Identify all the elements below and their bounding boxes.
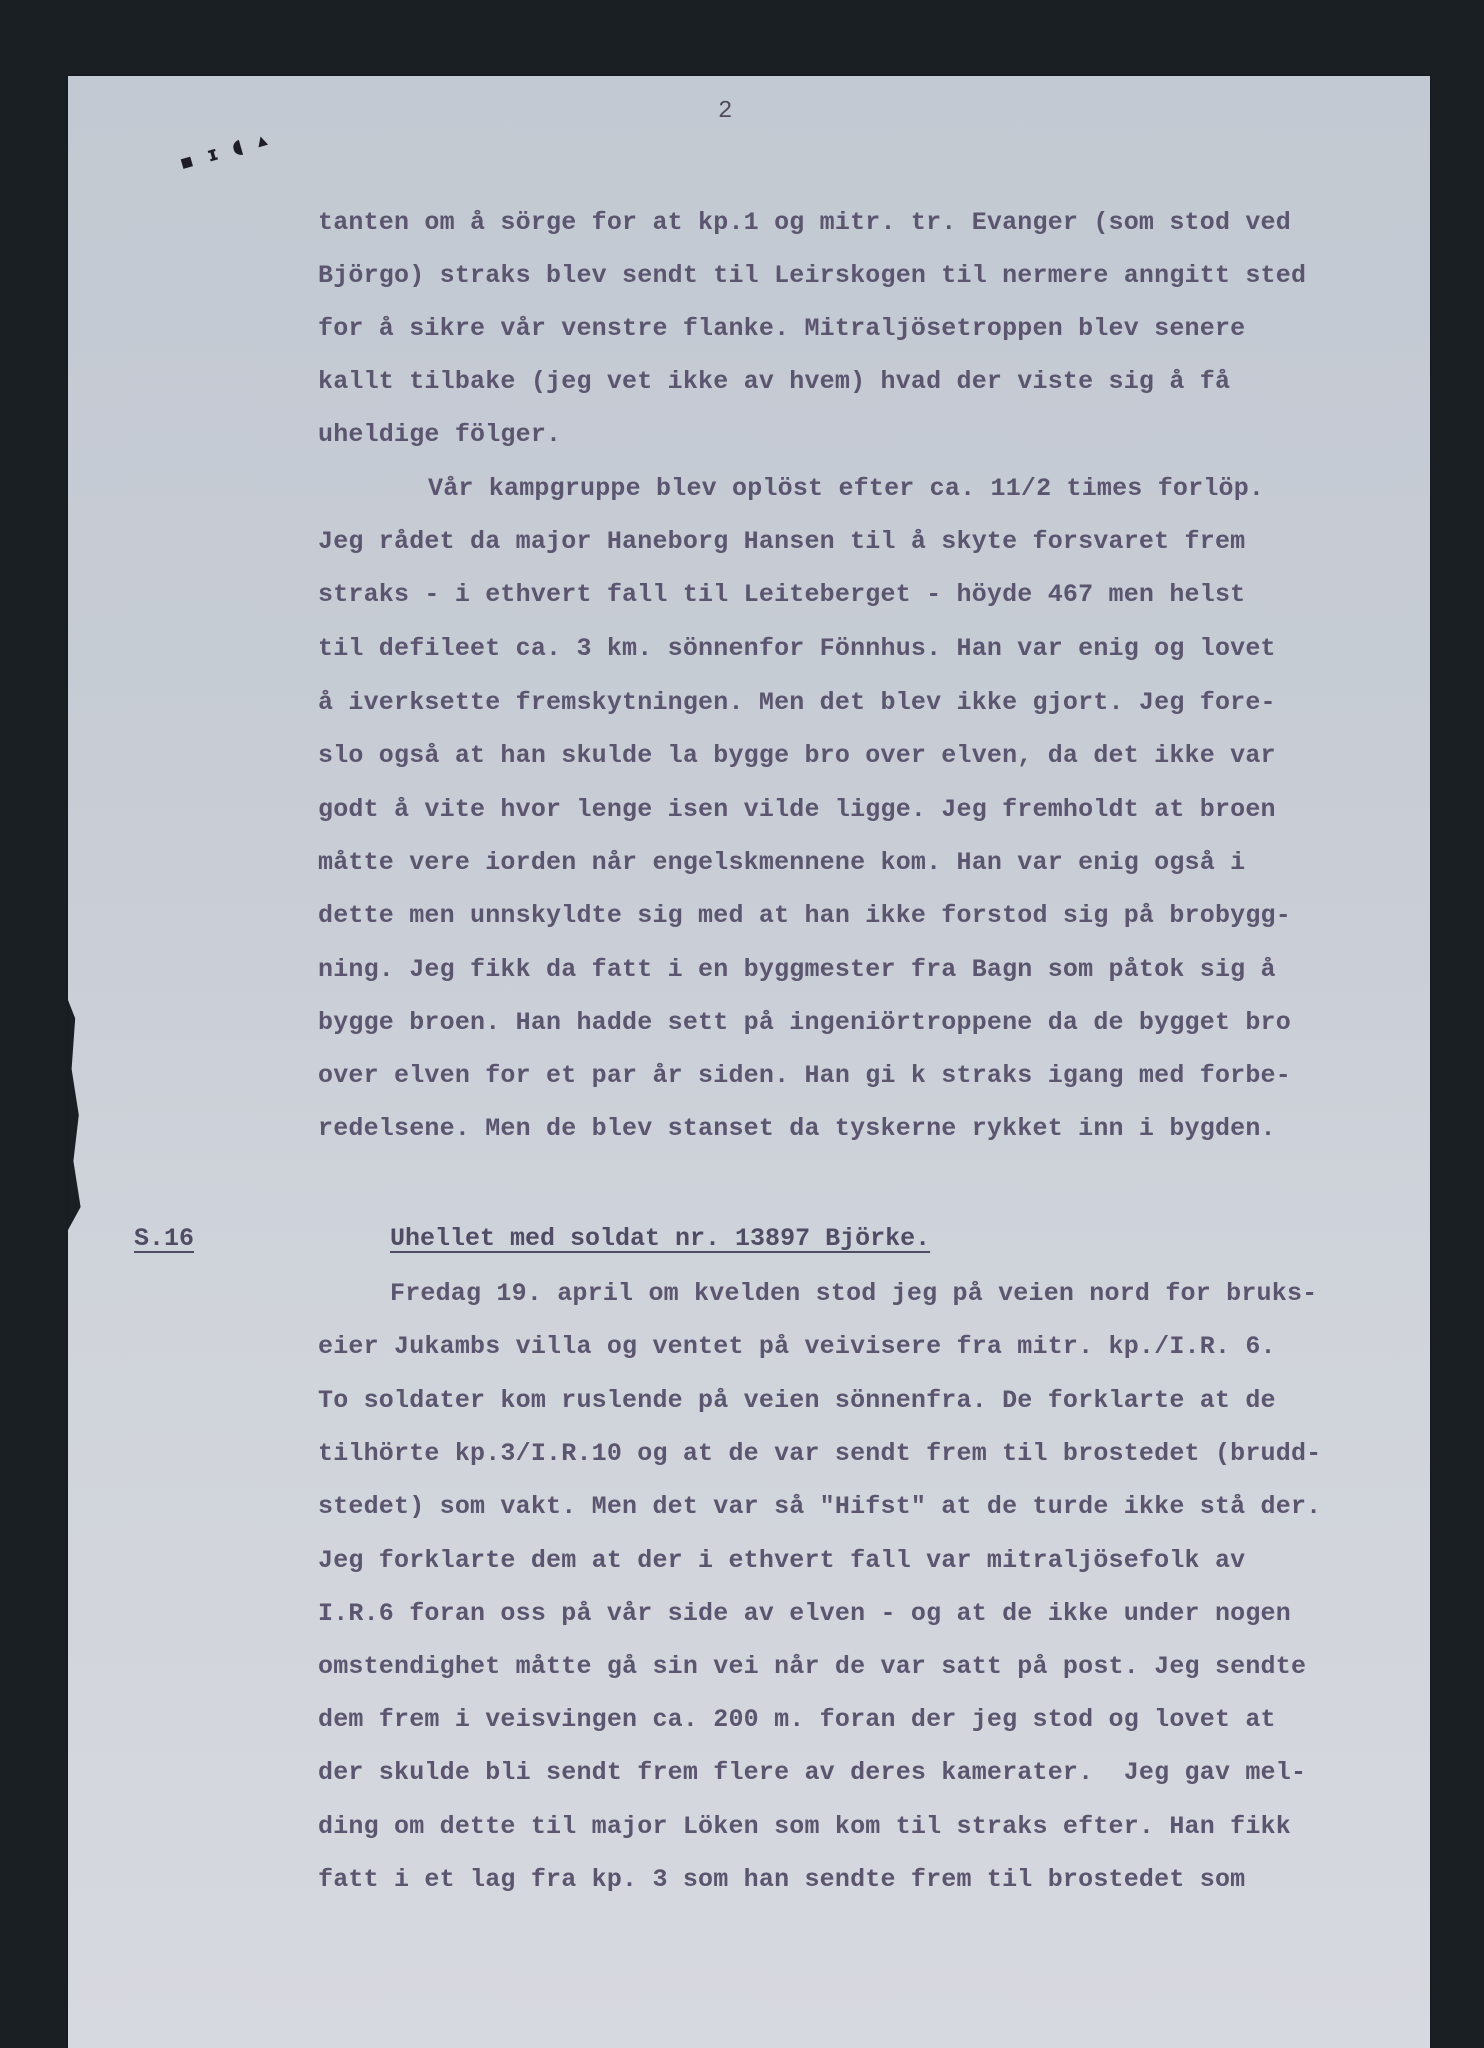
text-line: måtte vere iorden når engelskmennene kom. Han var enig også i <box>318 848 1246 877</box>
text-line: tanten om å sörge for at kp.1 og mitr. tr. Evanger (som stod ved <box>318 208 1291 237</box>
text-line: tilhörte kp.3/I.R.10 og at de var sendt frem til brostedet (brudd- <box>318 1439 1322 1468</box>
section-label: S.16 <box>134 1224 195 1253</box>
text-line: Fredag 19. april om kvelden stod jeg på veien nord for bruks- <box>390 1279 1318 1308</box>
text-line: Björgo) straks blev sendt til Leirskogen til nermere anngitt sted <box>318 261 1307 290</box>
text-line: til defileet ca. 3 km. sönnenfor Fönnhus. Han var enig og lovet <box>318 634 1276 663</box>
text-line: å iverksette fremskytningen. Men det blev ikke gjort. Jeg fore- <box>318 688 1276 717</box>
text-line: der skulde bli sendt frem flere av deres kamerater. Jeg gav mel- <box>318 1758 1307 1787</box>
margin-marks: ▪ ɪ ◖ ▴ <box>176 125 274 175</box>
section-heading: Uhellet med soldat nr. 13897 Björke. <box>390 1224 931 1253</box>
text-line: I.R.6 foran oss på vår side av elven - og at de ikke under nogen <box>318 1599 1291 1628</box>
text-line: over elven for et par år siden. Han gi k straks igang med forbe- <box>318 1061 1291 1090</box>
text-line: for å sikre vår venstre flanke. Mitraljösetroppen blev senere <box>318 314 1246 343</box>
text-line: omstendighet måtte gå sin vei når de var satt på post. Jeg sendte <box>318 1652 1307 1681</box>
text-line: fatt i et lag fra kp. 3 som han sendte frem til brostedet som <box>318 1865 1246 1894</box>
text-line: ning. Jeg fikk da fatt i en byggmester fra Bagn som påtok sig å <box>318 955 1276 984</box>
text-line: uheldige fölger. <box>318 420 562 449</box>
text-line: ding om dette til major Löken som kom til straks efter. Han fikk <box>318 1812 1291 1841</box>
text-line: To soldater kom ruslende på veien sönnenfra. De forklarte at de <box>318 1386 1276 1415</box>
text-line: bygge broen. Han hadde sett på ingeniörtroppene da de bygget bro <box>318 1008 1291 1037</box>
page-number: 2 <box>718 98 733 125</box>
text-line: straks - i ethvert fall til Leiteberget - höyde 467 men helst <box>318 580 1246 609</box>
text-line: redelsene. Men de blev stanset da tyskerne rykket inn i bygden. <box>318 1114 1276 1143</box>
text-line: Jeg rådet da major Haneborg Hansen til å skyte forsvaret frem <box>318 527 1246 556</box>
text-line: slo også at han skulde la bygge bro over elven, da det ikke var <box>318 741 1276 770</box>
text-line: dem frem i veisvingen ca. 200 m. foran der jeg stod og lovet at <box>318 1705 1276 1734</box>
text-line: kallt tilbake (jeg vet ikke av hvem) hvad der viste sig å få <box>318 367 1231 396</box>
text-line: Jeg forklarte dem at der i ethvert fall var mitraljösefolk av <box>318 1546 1246 1575</box>
text-line: eier Jukambs villa og ventet på veivisere fra mitr. kp./I.R. 6. <box>318 1332 1276 1361</box>
text-line: Vår kampgruppe blev oplöst efter ca. 11/2 times forlöp. <box>428 474 1265 503</box>
text-line: stedet) som vakt. Men det var så "Hifst" at de turde ikke stå der. <box>318 1492 1322 1521</box>
text-line: dette men unnskyldte sig med at han ikke forstod sig på brobygg- <box>318 901 1291 930</box>
text-line: godt å vite hvor lenge isen vilde ligge. Jeg fremholdt at broen <box>318 795 1276 824</box>
